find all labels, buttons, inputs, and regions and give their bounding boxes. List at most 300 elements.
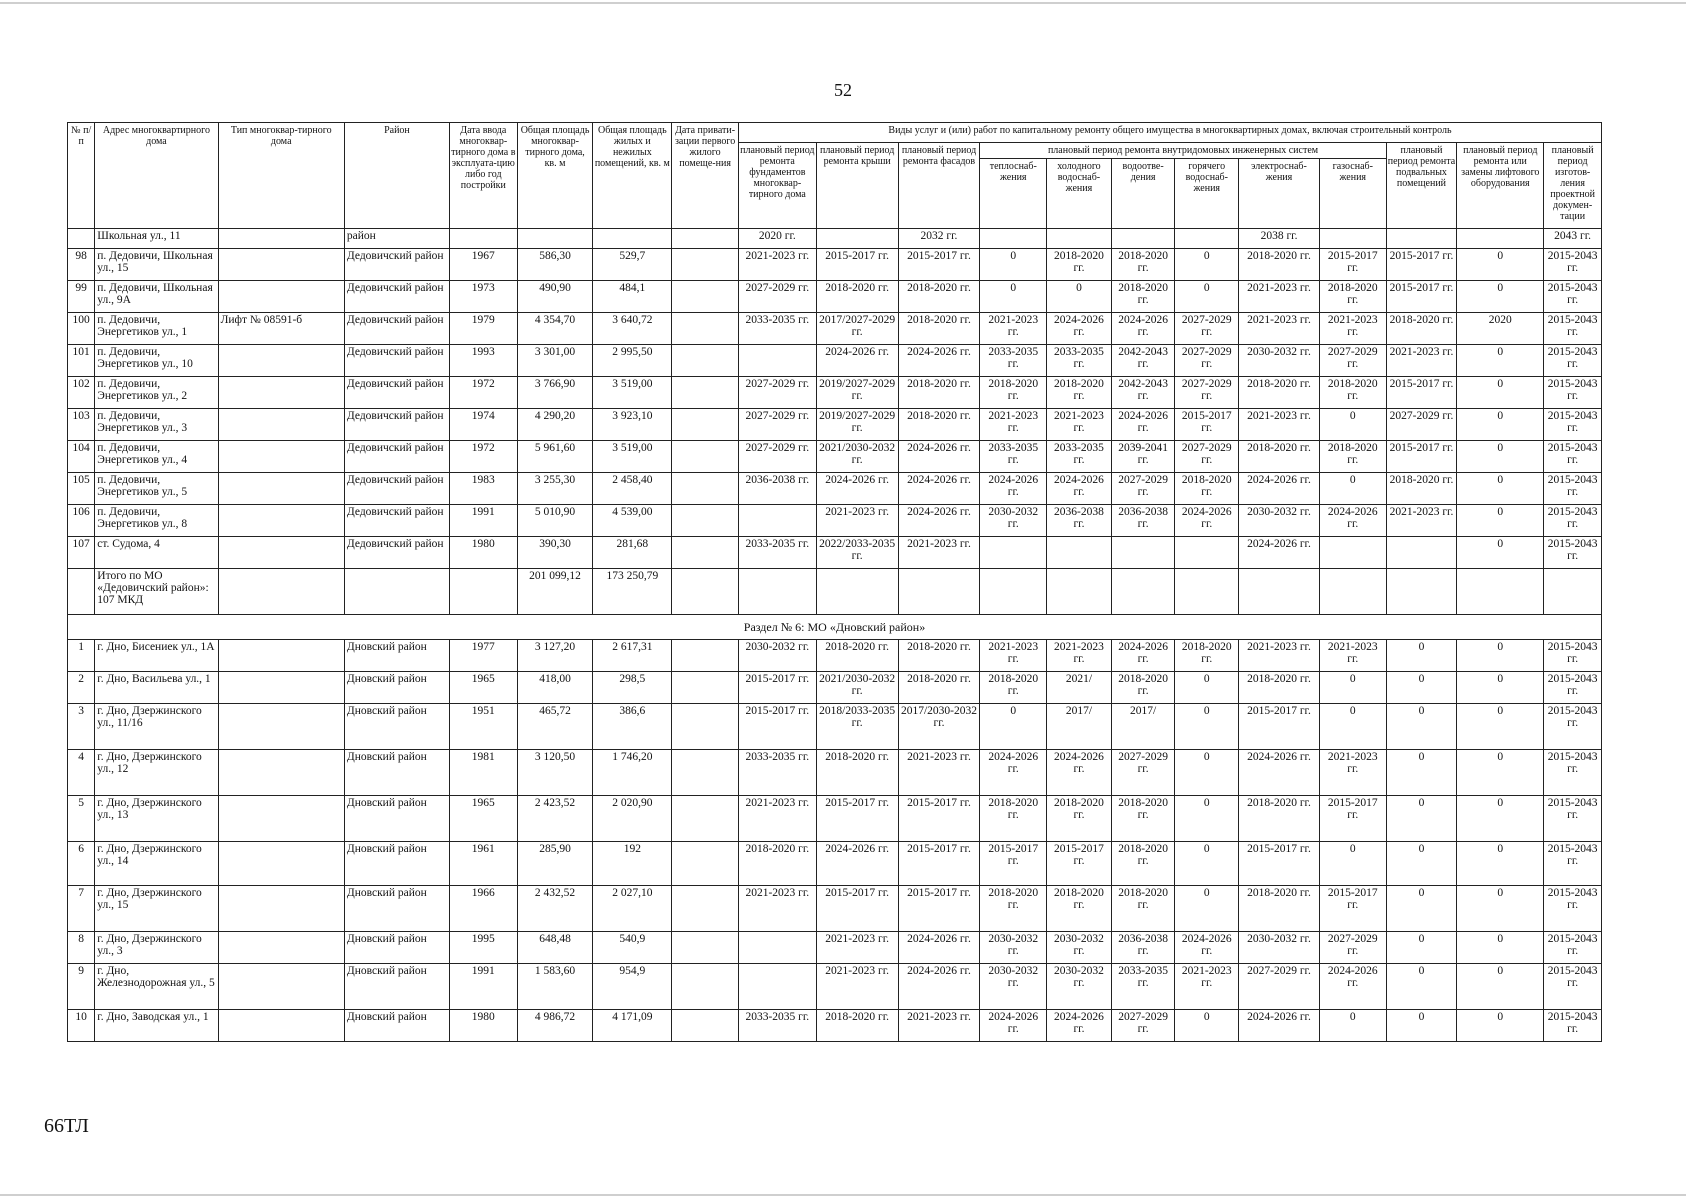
cell-elevator: 0 xyxy=(1457,796,1544,842)
cell-house-type xyxy=(218,473,344,505)
cell-elevator: 0 xyxy=(1457,672,1544,704)
table-row xyxy=(68,842,1602,886)
cell-privatization-date xyxy=(672,409,739,441)
cell-roof: 2018-2020 гг. xyxy=(816,281,898,313)
cell-sewer: 2018-2020 гг. xyxy=(1111,796,1175,842)
cell-privatization-date xyxy=(672,345,739,377)
cell-total-area: 4 290,20 xyxy=(517,409,593,441)
cell-district: Дновский район xyxy=(344,796,449,842)
cell-commission-year: 1961 xyxy=(449,842,517,886)
cell-privatization-date xyxy=(672,964,739,1010)
cell-facade: 2015-2017 гг. xyxy=(898,886,980,932)
cell-hot-water xyxy=(1175,229,1239,249)
cell-foundation: 2027-2029 гг. xyxy=(738,441,816,473)
cell-house-type: Лифт № 08591-б xyxy=(218,313,344,345)
cell-address: г. Дно, Дзержинского ул., 13 xyxy=(95,796,218,842)
cell-hot-water: 0 xyxy=(1175,281,1239,313)
table-row xyxy=(68,964,1602,1010)
cell-heating: 0 xyxy=(980,281,1047,313)
cell-basement: 2021-2023 гг. xyxy=(1386,345,1457,377)
cell-house-type xyxy=(218,640,344,672)
cell-basement: 2015-2017 гг. xyxy=(1386,441,1457,473)
cell-design-docs: 2015-2043 гг. xyxy=(1544,473,1602,505)
cell-total-area: 3 127,20 xyxy=(517,640,593,672)
cell-facade: 2018-2020 гг. xyxy=(898,640,980,672)
cell-district: Дновский район xyxy=(344,640,449,672)
cell-privatization-date xyxy=(672,796,739,842)
cell-facade: 2024-2026 гг. xyxy=(898,345,980,377)
cell-roof: 2024-2026 гг. xyxy=(816,345,898,377)
cell-heating: 0 xyxy=(980,249,1047,281)
table-row xyxy=(68,796,1602,842)
cell-living-area: 3 923,10 xyxy=(593,409,672,441)
table-row xyxy=(68,249,1602,281)
cell-sewer: 2017/ xyxy=(1111,704,1175,750)
cell-gas: 2018-2020 гг. xyxy=(1319,441,1386,473)
cell-cold-water: 2021-2023 гг. xyxy=(1047,640,1112,672)
cell-living-area: 298,5 xyxy=(593,672,672,704)
table-row xyxy=(68,409,1602,441)
header-heating: теплоснаб-жения xyxy=(980,159,1047,229)
cell-roof: 2018/2033-2035 гг. xyxy=(816,704,898,750)
cell-design-docs: 2015-2043 гг. xyxy=(1544,964,1602,1010)
header-commission-date: Дата ввода многоквар-тирного дома в эксплуата-цию либо год постройки xyxy=(449,123,517,229)
cell-facade: 2018-2020 гг. xyxy=(898,377,980,409)
cell-district: Дновский район xyxy=(344,886,449,932)
table-row xyxy=(68,313,1602,345)
cell-heating: 2024-2026 гг. xyxy=(980,750,1047,796)
cell-gas: 2015-2017 гг. xyxy=(1319,886,1386,932)
table-row xyxy=(68,441,1602,473)
cell-foundation: 2021-2023 гг. xyxy=(738,249,816,281)
cell-num: 7 xyxy=(68,886,95,932)
cell-cold-water: 2036-2038 гг. xyxy=(1047,505,1112,537)
cell-living-area: 1 746,20 xyxy=(593,750,672,796)
cell-house-type xyxy=(218,750,344,796)
cell-privatization-date xyxy=(672,886,739,932)
cell-address: п. Дедовичи, Школьная ул., 15 xyxy=(95,249,218,281)
cell-privatization-date xyxy=(672,441,739,473)
cell-cold-water xyxy=(1047,537,1112,569)
cell-house-type xyxy=(218,345,344,377)
cell-hot-water: 0 xyxy=(1175,704,1239,750)
cell-house-type xyxy=(218,505,344,537)
cell-total-area: 586,30 xyxy=(517,249,593,281)
cell-address: п. Дедовичи, Энергетиков ул., 8 xyxy=(95,505,218,537)
cell-roof: 2021-2023 гг. xyxy=(816,505,898,537)
table-row xyxy=(68,281,1602,313)
cell-gas: 0 xyxy=(1319,672,1386,704)
cell-foundation: 2033-2035 гг. xyxy=(738,313,816,345)
cell-basement: 0 xyxy=(1386,640,1457,672)
cell-house-type xyxy=(218,842,344,886)
scan-edge-top xyxy=(0,2,1686,4)
cell-heating: 0 xyxy=(980,704,1047,750)
cell-elevator: 0 xyxy=(1457,1010,1544,1042)
cell-total-area: 4 986,72 xyxy=(517,1010,593,1042)
cell-gas xyxy=(1319,537,1386,569)
cell-num: 101 xyxy=(68,345,95,377)
cell-sewer: 2018-2020 гг. xyxy=(1111,672,1175,704)
cell-design-docs: 2015-2043 гг. xyxy=(1544,640,1602,672)
cell-total-area: 3 301,00 xyxy=(517,345,593,377)
page-number: 52 xyxy=(834,80,852,100)
cell-address: п. Дедовичи, Энергетиков ул., 10 xyxy=(95,345,218,377)
cell-basement: 0 xyxy=(1386,1010,1457,1042)
cell-num: 103 xyxy=(68,409,95,441)
cell-gas: 0 xyxy=(1319,842,1386,886)
cell-electric: 2030-2032 гг. xyxy=(1239,505,1320,537)
cell-house-type xyxy=(218,569,344,615)
cell-roof: 2018-2020 гг. xyxy=(816,750,898,796)
table-row xyxy=(68,750,1602,796)
cell-elevator: 0 xyxy=(1457,281,1544,313)
cell-elevator: 0 xyxy=(1457,409,1544,441)
cell-address: г. Дно, Дзержинского ул., 15 xyxy=(95,886,218,932)
cell-electric: 2030-2032 гг. xyxy=(1239,932,1320,964)
cell-cold-water xyxy=(1047,229,1112,249)
cell-elevator xyxy=(1457,569,1544,615)
cell-basement: 2015-2017 гг. xyxy=(1386,377,1457,409)
cell-district: Дновский район xyxy=(344,932,449,964)
cell-basement: 0 xyxy=(1386,932,1457,964)
cell-foundation: 2015-2017 гг. xyxy=(738,704,816,750)
cell-electric: 2024-2026 гг. xyxy=(1239,537,1320,569)
cell-cold-water: 2018-2020 гг. xyxy=(1047,377,1112,409)
header-total-area: Общая площадь многоквар-тирного дома, кв. м xyxy=(517,123,593,229)
cell-commission-year: 1979 xyxy=(449,313,517,345)
cell-total-area: 490,90 xyxy=(517,281,593,313)
table-row xyxy=(68,229,1602,249)
table-row xyxy=(68,473,1602,505)
cell-basement: 2018-2020 гг. xyxy=(1386,473,1457,505)
cell-district xyxy=(344,569,449,615)
cell-roof: 2024-2026 гг. xyxy=(816,473,898,505)
cell-foundation: 2036-2038 гг. xyxy=(738,473,816,505)
cell-house-type xyxy=(218,672,344,704)
cell-heating: 2018-2020 гг. xyxy=(980,377,1047,409)
table-row xyxy=(68,1010,1602,1042)
scan-edge-bottom xyxy=(0,1194,1686,1196)
cell-cold-water: 2021-2023 гг. xyxy=(1047,409,1112,441)
cell-num: 8 xyxy=(68,932,95,964)
cell-hot-water: 2024-2026 гг. xyxy=(1175,932,1239,964)
cell-elevator: 0 xyxy=(1457,932,1544,964)
cell-hot-water xyxy=(1175,537,1239,569)
cell-commission-year xyxy=(449,569,517,615)
cell-roof: 2015-2017 гг. xyxy=(816,886,898,932)
cell-roof: 2017/2027-2029 гг. xyxy=(816,313,898,345)
cell-design-docs: 2015-2043 гг. xyxy=(1544,886,1602,932)
cell-foundation: 2033-2035 гг. xyxy=(738,1010,816,1042)
cell-commission-year: 1974 xyxy=(449,409,517,441)
cell-total-area: 5 961,60 xyxy=(517,441,593,473)
cell-hot-water: 0 xyxy=(1175,842,1239,886)
cell-heating: 2024-2026 гг. xyxy=(980,1010,1047,1042)
cell-basement: 2015-2017 гг. xyxy=(1386,281,1457,313)
header-district: Район xyxy=(344,123,449,229)
cell-house-type xyxy=(218,537,344,569)
cell-sewer: 2018-2020 гг. xyxy=(1111,281,1175,313)
cell-sewer: 2024-2026 гг. xyxy=(1111,409,1175,441)
header-hot-water: горячего водоснаб-жения xyxy=(1175,159,1239,229)
cell-living-area: 3 519,00 xyxy=(593,377,672,409)
cell-living-area: 3 519,00 xyxy=(593,441,672,473)
cell-electric: 2018-2020 гг. xyxy=(1239,886,1320,932)
cell-hot-water: 0 xyxy=(1175,886,1239,932)
cell-living-area: 2 617,31 xyxy=(593,640,672,672)
cell-foundation: 2027-2029 гг. xyxy=(738,281,816,313)
cell-commission-year: 1980 xyxy=(449,1010,517,1042)
cell-commission-year: 1965 xyxy=(449,672,517,704)
cell-house-type xyxy=(218,886,344,932)
cell-cold-water: 0 xyxy=(1047,281,1112,313)
cell-living-area: 192 xyxy=(593,842,672,886)
cell-living-area: 2 020,90 xyxy=(593,796,672,842)
cell-facade: 2021-2023 гг. xyxy=(898,750,980,796)
cell-cold-water: 2024-2026 гг. xyxy=(1047,313,1112,345)
cell-electric: 2018-2020 гг. xyxy=(1239,796,1320,842)
cell-roof: 2022/2033-2035 гг. xyxy=(816,537,898,569)
cell-design-docs: 2015-2043 гг. xyxy=(1544,842,1602,886)
cell-privatization-date xyxy=(672,672,739,704)
cell-commission-year: 1965 xyxy=(449,796,517,842)
cell-commission-year: 1980 xyxy=(449,537,517,569)
cell-cold-water: 2024-2026 гг. xyxy=(1047,1010,1112,1042)
cell-elevator: 0 xyxy=(1457,886,1544,932)
cell-roof: 2021-2023 гг. xyxy=(816,932,898,964)
cell-num: 5 xyxy=(68,796,95,842)
table-row xyxy=(68,886,1602,932)
cell-basement xyxy=(1386,569,1457,615)
cell-sewer: 2036-2038 гг. xyxy=(1111,505,1175,537)
cell-gas: 0 xyxy=(1319,473,1386,505)
cell-house-type xyxy=(218,377,344,409)
cell-gas: 2018-2020 гг. xyxy=(1319,281,1386,313)
cell-district: Дновский район xyxy=(344,750,449,796)
cell-hot-water: 0 xyxy=(1175,672,1239,704)
cell-privatization-date xyxy=(672,842,739,886)
cell-total-area: 648,48 xyxy=(517,932,593,964)
cell-roof: 2018-2020 гг. xyxy=(816,640,898,672)
table-body-dedovichi xyxy=(68,229,1602,615)
cell-commission-year: 1966 xyxy=(449,886,517,932)
cell-privatization-date xyxy=(672,640,739,672)
cell-house-type xyxy=(218,441,344,473)
cell-electric: 2030-2032 гг. xyxy=(1239,345,1320,377)
cell-electric: 2015-2017 гг. xyxy=(1239,842,1320,886)
cell-basement: 2027-2029 гг. xyxy=(1386,409,1457,441)
cell-privatization-date xyxy=(672,249,739,281)
cell-privatization-date xyxy=(672,537,739,569)
cell-living-area: 2 995,50 xyxy=(593,345,672,377)
cell-roof: 2024-2026 гг. xyxy=(816,842,898,886)
cell-sewer: 2018-2020 гг. xyxy=(1111,886,1175,932)
cell-num: 102 xyxy=(68,377,95,409)
header-privatization-date: Дата привати-зации первого жилого помеще-ния xyxy=(672,123,739,229)
cell-living-area: 173 250,79 xyxy=(593,569,672,615)
cell-cold-water: 2015-2017 гг. xyxy=(1047,842,1112,886)
cell-design-docs: 2015-2043 гг. xyxy=(1544,704,1602,750)
cell-hot-water: 2027-2029 гг. xyxy=(1175,313,1239,345)
cell-electric: 2021-2023 гг. xyxy=(1239,640,1320,672)
cell-total-area xyxy=(517,229,593,249)
cell-facade: 2015-2017 гг. xyxy=(898,796,980,842)
cell-heating: 2033-2035 гг. xyxy=(980,441,1047,473)
cell-gas: 2018-2020 гг. xyxy=(1319,377,1386,409)
cell-sewer: 2042-2043 гг. xyxy=(1111,345,1175,377)
cell-sewer: 2018-2020 гг. xyxy=(1111,842,1175,886)
cell-sewer: 2042-2043 гг. xyxy=(1111,377,1175,409)
cell-facade: 2018-2020 гг. xyxy=(898,313,980,345)
section-row xyxy=(68,615,1602,640)
cell-design-docs: 2015-2043 гг. xyxy=(1544,796,1602,842)
cell-sewer: 2033-2035 гг. xyxy=(1111,964,1175,1010)
cell-gas xyxy=(1319,569,1386,615)
cell-sewer: 2027-2029 гг. xyxy=(1111,473,1175,505)
cell-hot-water xyxy=(1175,569,1239,615)
cell-living-area: 4 539,00 xyxy=(593,505,672,537)
cell-basement: 2021-2023 гг. xyxy=(1386,505,1457,537)
cell-privatization-date xyxy=(672,229,739,249)
cell-address: г. Дно, Дзержинского ул., 11/16 xyxy=(95,704,218,750)
cell-facade: 2024-2026 гг. xyxy=(898,932,980,964)
cell-living-area: 529,7 xyxy=(593,249,672,281)
table-row xyxy=(68,704,1602,750)
header-living-area: Общая площадь жилых и нежилых помещений, кв. м xyxy=(593,123,672,229)
section-header-body xyxy=(68,615,1602,640)
cell-basement: 0 xyxy=(1386,704,1457,750)
cell-gas: 2015-2017 гг. xyxy=(1319,796,1386,842)
cell-elevator: 0 xyxy=(1457,473,1544,505)
footer-code: 66ТЛ xyxy=(44,1115,89,1137)
header-basement: плановый период ремонта подвальных помещений xyxy=(1386,143,1457,229)
cell-roof: 2018-2020 гг. xyxy=(816,1010,898,1042)
cell-gas: 2027-2029 гг. xyxy=(1319,345,1386,377)
cell-total-area: 2 432,52 xyxy=(517,886,593,932)
header-num: № п/п xyxy=(68,123,95,229)
cell-commission-year: 1983 xyxy=(449,473,517,505)
cell-basement: 0 xyxy=(1386,842,1457,886)
cell-heating xyxy=(980,229,1047,249)
cell-address: п. Дедовичи, Энергетиков ул., 2 xyxy=(95,377,218,409)
cell-design-docs: 2015-2043 гг. xyxy=(1544,932,1602,964)
cell-cold-water: 2033-2035 гг. xyxy=(1047,345,1112,377)
cell-foundation xyxy=(738,505,816,537)
cell-foundation: 2020 гг. xyxy=(738,229,816,249)
header-roof: плановый период ремонта крыши xyxy=(816,143,898,229)
cell-address: п. Дедовичи, Энергетиков ул., 3 xyxy=(95,409,218,441)
cell-hot-water: 2018-2020 гг. xyxy=(1175,473,1239,505)
cell-gas: 2027-2029 гг. xyxy=(1319,932,1386,964)
cell-heating: 2021-2023 гг. xyxy=(980,640,1047,672)
cell-roof: 2021/2030-2032 гг. xyxy=(816,441,898,473)
header-gas: газоснаб-жения xyxy=(1319,159,1386,229)
cell-district: Дновский район xyxy=(344,842,449,886)
cell-heating: 2015-2017 гг. xyxy=(980,842,1047,886)
cell-address: ст. Судома, 4 xyxy=(95,537,218,569)
cell-design-docs: 2015-2043 гг. xyxy=(1544,409,1602,441)
cell-facade: 2018-2020 гг. xyxy=(898,672,980,704)
cell-num: 10 xyxy=(68,1010,95,1042)
header-type: Тип многоквар-тирного дома xyxy=(218,123,344,229)
cell-privatization-date xyxy=(672,377,739,409)
cell-sewer: 2027-2029 гг. xyxy=(1111,1010,1175,1042)
cell-house-type xyxy=(218,1010,344,1042)
cell-living-area: 484,1 xyxy=(593,281,672,313)
cell-elevator: 2020 xyxy=(1457,313,1544,345)
cell-basement xyxy=(1386,229,1457,249)
cell-gas: 2024-2026 гг. xyxy=(1319,964,1386,1010)
cell-district: Дедовичский район xyxy=(344,441,449,473)
header-systems-group: плановый период ремонта внутридомовых инженерных систем xyxy=(980,143,1386,159)
cell-commission-year: 1977 xyxy=(449,640,517,672)
header-facade: плановый период ремонта фасадов xyxy=(898,143,980,229)
cell-living-area: 2 458,40 xyxy=(593,473,672,505)
cell-address: г. Дно, Железнодорожная ул., 5 xyxy=(95,964,218,1010)
cell-house-type xyxy=(218,932,344,964)
cell-basement: 0 xyxy=(1386,964,1457,1010)
cell-basement: 0 xyxy=(1386,750,1457,796)
cell-num: 106 xyxy=(68,505,95,537)
cell-num: 107 xyxy=(68,537,95,569)
cell-district: Дедовичский район xyxy=(344,377,449,409)
table-body-dno xyxy=(68,640,1602,1042)
cell-facade: 2024-2026 гг. xyxy=(898,964,980,1010)
cell-roof: 2015-2017 гг. xyxy=(816,796,898,842)
cell-sewer xyxy=(1111,569,1175,615)
cell-district: Дедовичский район xyxy=(344,345,449,377)
cell-hot-water: 2018-2020 гг. xyxy=(1175,640,1239,672)
cell-foundation: 2018-2020 гг. xyxy=(738,842,816,886)
header-sewer: водоотве-дения xyxy=(1111,159,1175,229)
cell-elevator: 0 xyxy=(1457,505,1544,537)
cell-cold-water: 2018-2020 гг. xyxy=(1047,796,1112,842)
header-design-docs: плановый период изготов-ления проектной докумен-тации xyxy=(1544,143,1602,229)
cell-address: г. Дно, Бисениек ул., 1А xyxy=(95,640,218,672)
cell-total-area: 201 099,12 xyxy=(517,569,593,615)
cell-num: 99 xyxy=(68,281,95,313)
header-cold-water: холодного водоснаб-жения xyxy=(1047,159,1112,229)
cell-address: Школьная ул., 11 xyxy=(95,229,218,249)
cell-cold-water: 2030-2032 гг. xyxy=(1047,932,1112,964)
cell-total-area: 390,30 xyxy=(517,537,593,569)
cell-facade: 2015-2017 гг. xyxy=(898,842,980,886)
cell-elevator: 0 xyxy=(1457,377,1544,409)
cell-living-area: 2 027,10 xyxy=(593,886,672,932)
cell-address: г. Дно, Дзержинского ул., 3 xyxy=(95,932,218,964)
table-row xyxy=(68,345,1602,377)
cell-design-docs: 2015-2043 гг. xyxy=(1544,345,1602,377)
cell-district: Дедовичский район xyxy=(344,537,449,569)
cell-living-area: 386,6 xyxy=(593,704,672,750)
capital-repair-table xyxy=(67,122,1602,1042)
cell-living-area: 281,68 xyxy=(593,537,672,569)
cell-design-docs: 2015-2043 гг. xyxy=(1544,249,1602,281)
capital-repair-table-container xyxy=(67,122,1602,1042)
cell-electric: 2018-2020 гг. xyxy=(1239,249,1320,281)
cell-cold-water: 2024-2026 гг. xyxy=(1047,750,1112,796)
cell-foundation: 2027-2029 гг. xyxy=(738,409,816,441)
cell-privatization-date xyxy=(672,704,739,750)
header-electric: электроснаб-жения xyxy=(1239,159,1320,229)
cell-privatization-date xyxy=(672,313,739,345)
cell-basement xyxy=(1386,537,1457,569)
cell-roof: 2019/2027-2029 гг. xyxy=(816,409,898,441)
cell-num: 6 xyxy=(68,842,95,886)
cell-district: Дедовичский район xyxy=(344,473,449,505)
cell-roof: 2021/2030-2032 гг. xyxy=(816,672,898,704)
